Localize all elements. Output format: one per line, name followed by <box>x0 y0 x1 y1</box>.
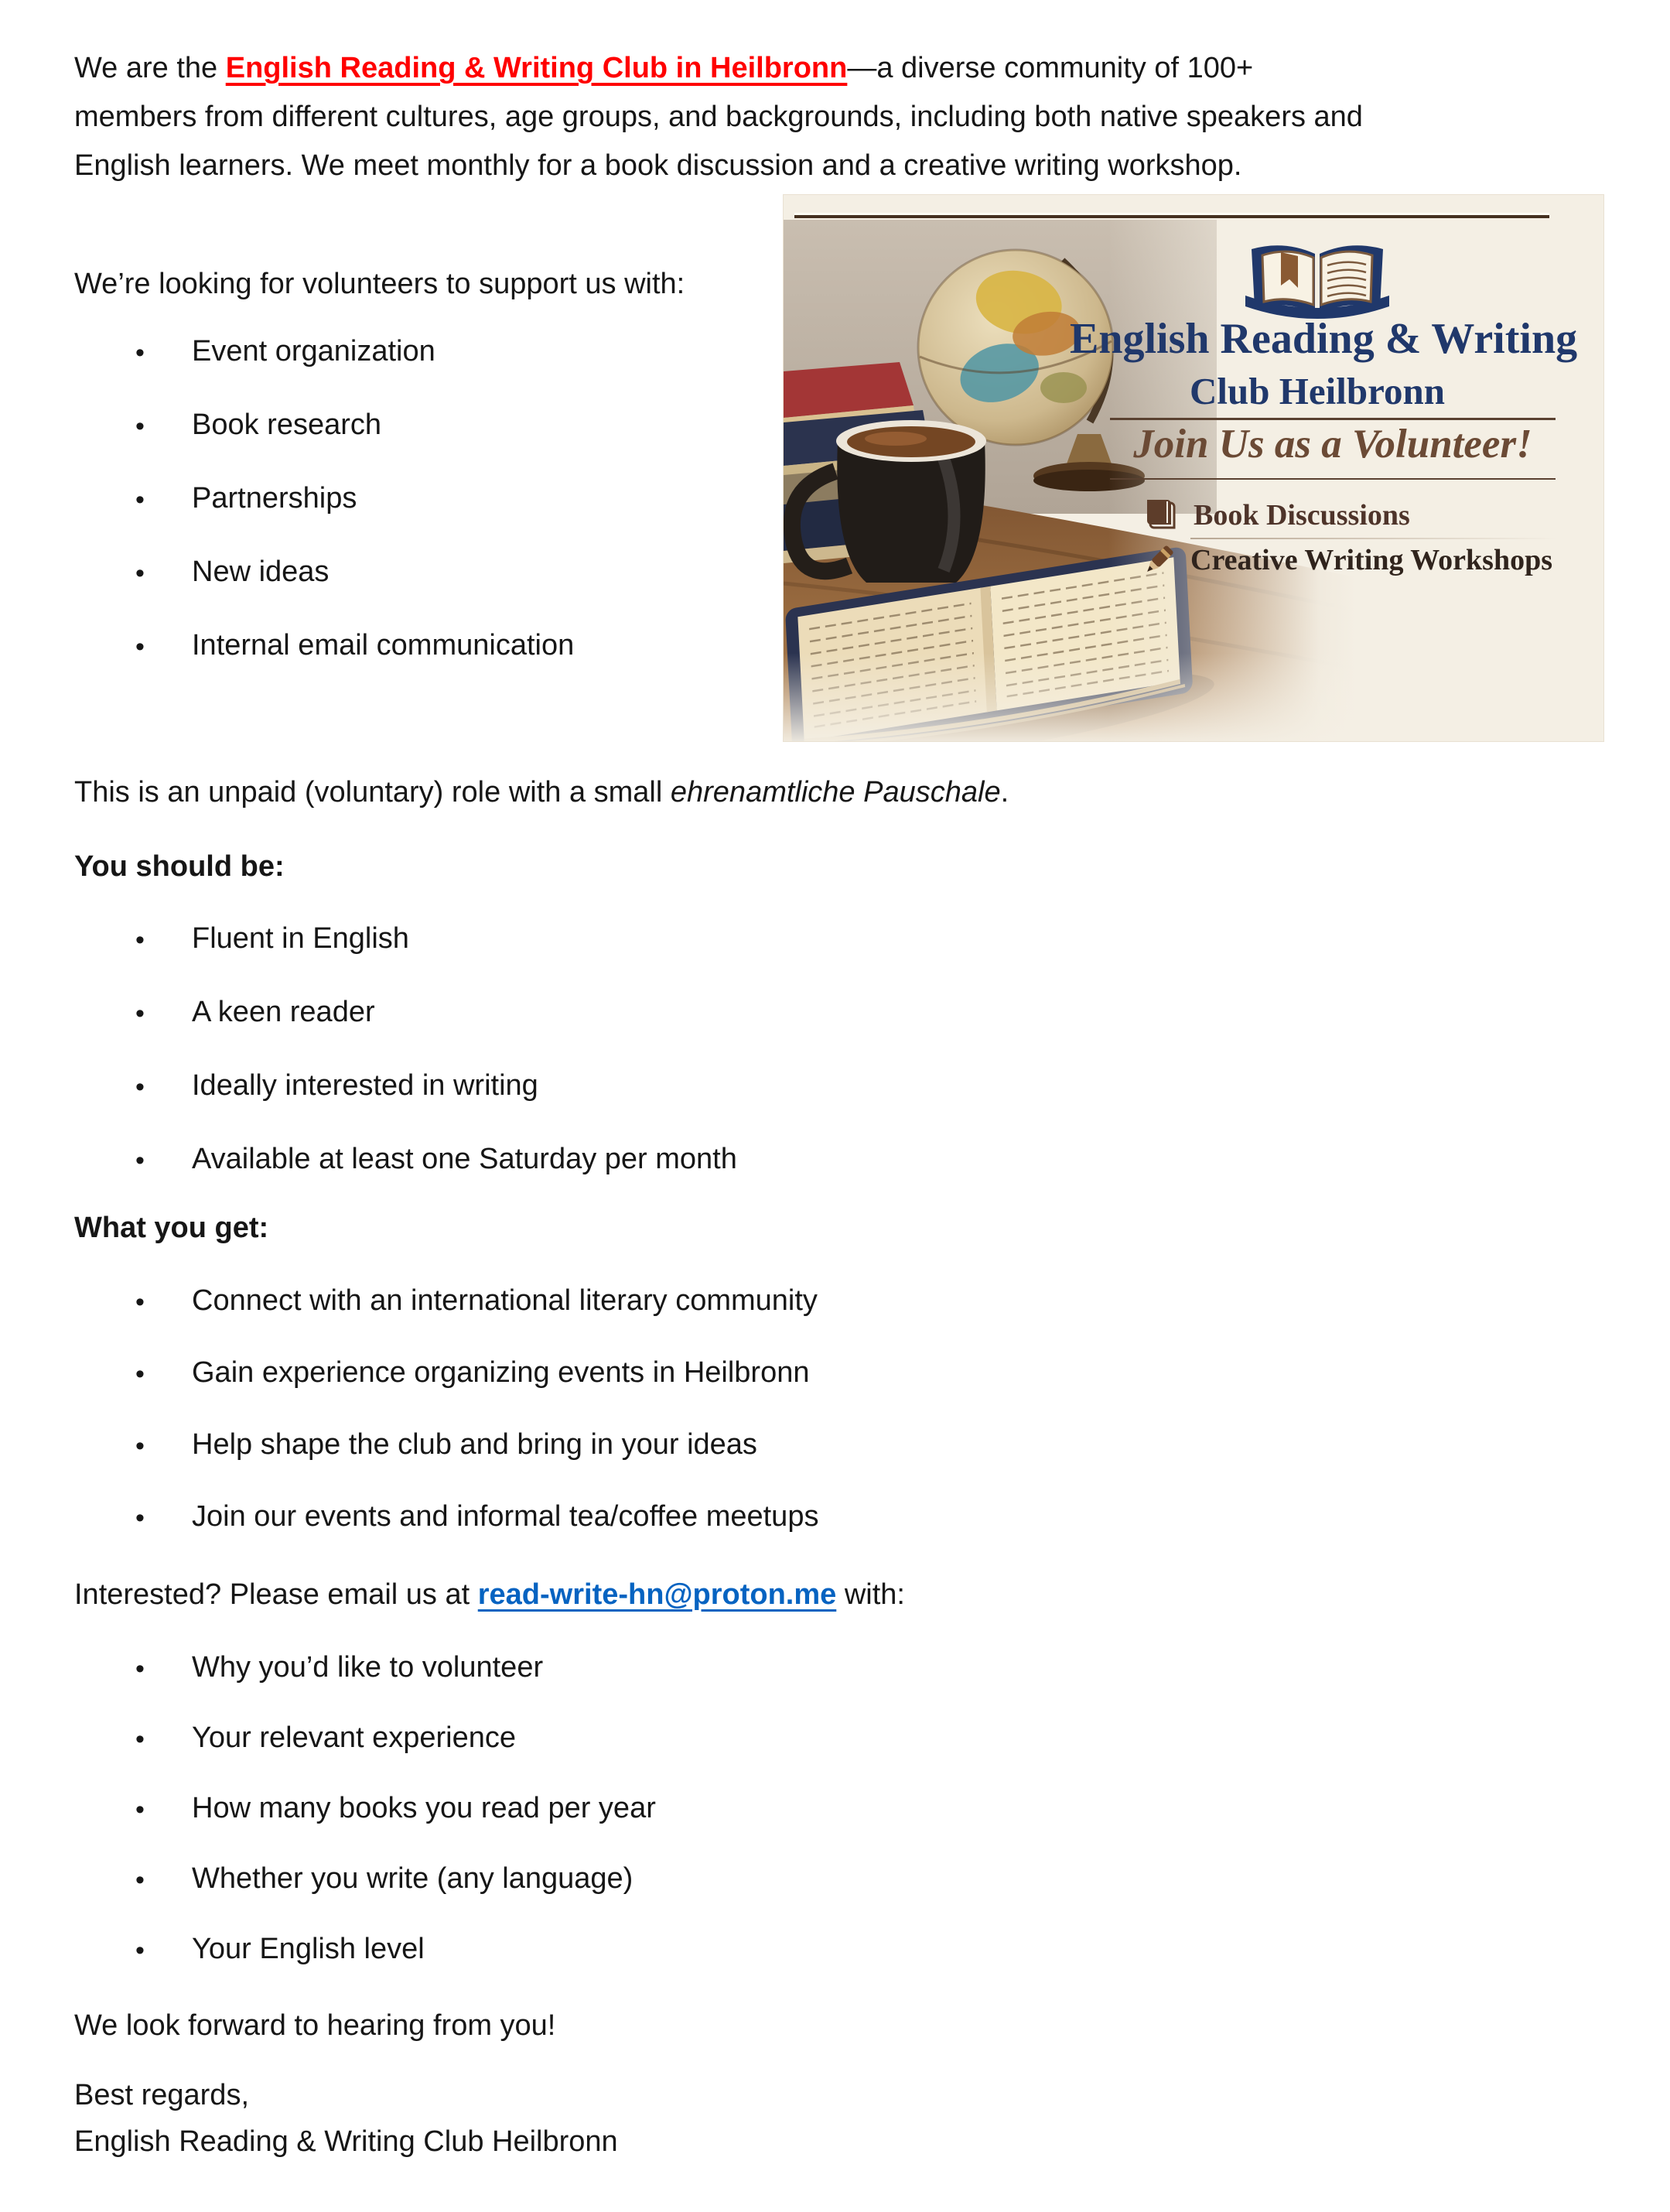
bullet-icon: • <box>135 999 145 1028</box>
closing-signature: English Reading & Writing Club Heilbronn <box>74 2125 618 2158</box>
list-item <box>0 1927 1670 1997</box>
list-item-text: Ideally interested in writing <box>192 1069 538 1102</box>
flyer-feature-label: Creative Writing Workshops <box>1190 544 1553 576</box>
interested-paragraph <box>74 1571 1604 1619</box>
list-item-text: Help shape the club and bring in your ideas <box>192 1428 757 1461</box>
unpaid-italic-term: ehrenamtliche Pauschale <box>670 776 1001 809</box>
open-book-logo-icon <box>1236 237 1398 323</box>
bullet-icon: • <box>135 1146 145 1175</box>
bullet-icon: • <box>135 1865 145 1895</box>
list-item <box>0 916 1670 990</box>
flyer-feature-label: Book Discussions <box>1194 499 1410 532</box>
flyer-divider-bottom <box>1110 478 1556 480</box>
list-item-text: Connect with an international literary community <box>192 1284 818 1317</box>
intro-line1-prefix: We are the <box>74 52 226 84</box>
list-item <box>0 990 1670 1063</box>
flyer-feature-writing-workshops <box>1141 542 1552 579</box>
bullet-icon: • <box>135 1795 145 1824</box>
interested-prefix: Interested? Please email us at <box>74 1578 478 1611</box>
list-item <box>0 1786 1670 1856</box>
list-item-text: Whether you write (any language) <box>192 1862 634 1895</box>
list-item <box>0 1350 1670 1422</box>
list-item <box>0 1715 1670 1786</box>
intro-line2: members from different cultures, age groups, and backgrounds, including both native speakers and <box>74 101 1363 133</box>
book-icon <box>1144 498 1180 532</box>
bullet-icon: • <box>135 1359 145 1389</box>
bullet-icon: • <box>135 485 145 515</box>
volunteer-heading: We’re looking for volunteers to support us with: <box>74 268 685 300</box>
flyer-feature-book-discussions <box>1144 497 1410 534</box>
bullet-icon: • <box>135 632 145 662</box>
bullet-icon: • <box>135 338 145 368</box>
bullet-icon: • <box>135 559 145 588</box>
bullet-icon: • <box>135 412 145 441</box>
bullet-icon: • <box>135 1725 145 1754</box>
list-item-text: Your English level <box>192 1933 425 1965</box>
flyer-tagline: Join Us as a Volunteer! <box>1133 422 1532 467</box>
closing-regards: Best regards, <box>74 2079 249 2111</box>
list-item <box>0 1422 1670 1494</box>
unpaid-note <box>74 768 1604 817</box>
closing-forward: We look forward to hearing from you! <box>74 2009 556 2042</box>
what-you-get-heading: What you get: <box>74 1212 269 1244</box>
list-item <box>0 1137 1670 1210</box>
bullet-icon: • <box>135 1287 145 1317</box>
should-be-heading: You should be: <box>74 850 285 883</box>
flyer-subtitle: Club Heilbronn <box>1190 370 1445 412</box>
intro-line3: English learners. We meet monthly for a book discussion and a creative writing workshop. <box>74 149 1242 182</box>
closing-signature-block <box>74 2072 1604 2165</box>
bullet-icon: • <box>135 1936 145 1965</box>
bullet-icon: • <box>135 925 145 955</box>
should-be-list <box>0 916 1670 1210</box>
unpaid-suffix: . <box>1000 776 1009 809</box>
flyer-title: English Reading & Writing <box>1070 315 1578 363</box>
list-item-text: Your relevant experience <box>192 1721 516 1754</box>
list-item-text: Fluent in English <box>192 922 409 955</box>
interested-list <box>0 1645 1670 1997</box>
list-item <box>0 1645 1670 1715</box>
list-item-text: Available at least one Saturday per month <box>192 1143 737 1175</box>
intro-line1-suffix: —a diverse community of 100+ <box>847 52 1254 84</box>
list-item-text: A keen reader <box>192 996 375 1028</box>
flyer-image <box>784 195 1603 741</box>
list-item-text: Gain experience organizing events in Heilbronn <box>192 1356 810 1389</box>
list-item <box>0 1494 1670 1566</box>
email-link[interactable]: read-write-hn@proton.me <box>477 1578 837 1611</box>
list-item-text: Internal email communication <box>192 629 575 662</box>
bullet-icon: • <box>135 1072 145 1102</box>
list-item-text: Join our events and informal tea/coffee meetups <box>192 1500 819 1533</box>
list-item <box>0 1856 1670 1927</box>
bullet-icon: • <box>135 1654 145 1684</box>
unpaid-prefix: This is an unpaid (voluntary) role with a small <box>74 776 671 809</box>
list-item-text: New ideas <box>192 556 330 588</box>
list-item-text: Event organization <box>192 335 435 368</box>
flyer-divider-top <box>1110 418 1556 420</box>
list-item <box>0 1278 1670 1350</box>
intro-paragraph <box>74 44 1604 190</box>
what-you-get-list <box>0 1278 1670 1566</box>
list-item-text: Partnerships <box>192 482 357 515</box>
club-name-link[interactable]: English Reading & Writing Club in Heilbronn <box>225 52 848 84</box>
flyer-top-rule <box>794 215 1549 218</box>
bullet-icon: • <box>135 1503 145 1533</box>
interested-suffix: with: <box>836 1578 905 1611</box>
bullet-icon: • <box>135 1431 145 1461</box>
pencil-icon <box>1141 542 1177 578</box>
list-item <box>0 1063 1670 1137</box>
flyer-feature-divider <box>1190 538 1557 539</box>
list-item-text: How many books you read per year <box>192 1792 656 1824</box>
list-item-text: Why you’d like to volunteer <box>192 1651 544 1684</box>
list-item-text: Book research <box>192 409 382 441</box>
